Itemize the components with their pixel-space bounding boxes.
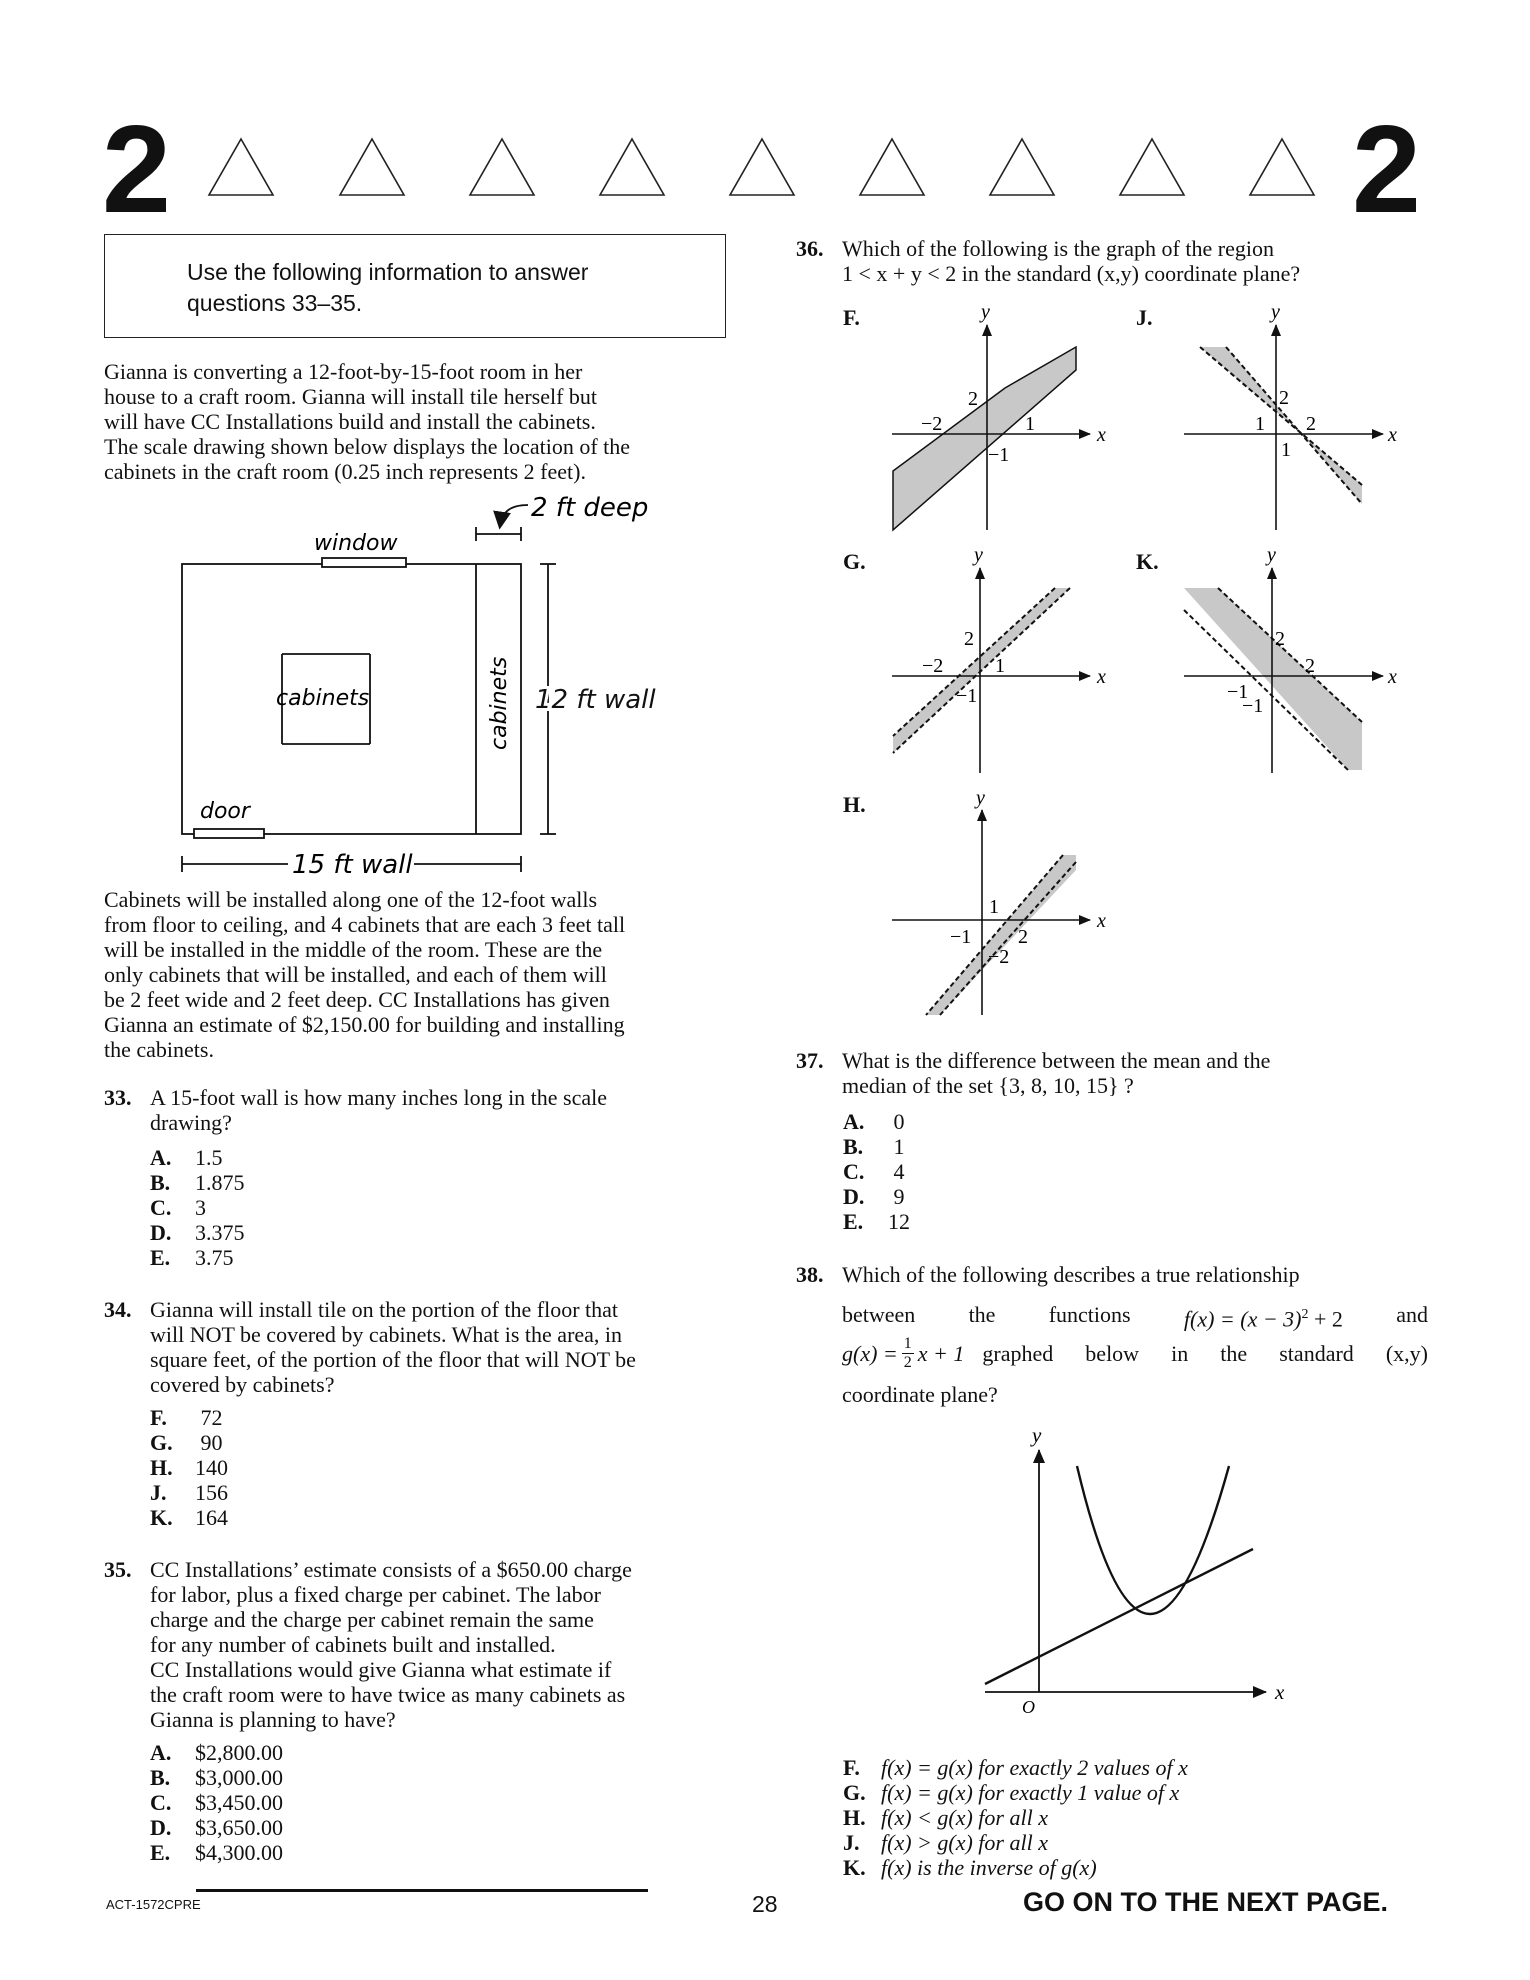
question-34-choices: [150, 1405, 228, 1530]
question-line: CC Installations would give Gianna what estimate if: [150, 1657, 612, 1682]
tick-label: −1: [1227, 681, 1249, 703]
passage-line: Cabinets will be installed along one of the 12-foot walls: [104, 887, 598, 912]
section-number-right: 2: [1352, 101, 1421, 239]
passage-line: will have CC Installations build and install the cabinets.: [104, 409, 596, 434]
triangle-icon: [858, 137, 926, 197]
graph-f: [892, 301, 1106, 530]
passage-line: will be installed in the middle of the room. These are the: [104, 937, 603, 962]
answer-choice[interactable]: B. 1: [843, 1134, 905, 1159]
info-box-line: Use the following information to answer: [187, 259, 589, 285]
question-line: will NOT be covered by cabinets. What is the area, in: [150, 1322, 623, 1347]
question-line: covered by cabinets?: [150, 1372, 335, 1397]
wall-12-label: 12 ft wall: [535, 685, 656, 715]
question-line: the craft room were to have twice as many cabinets as: [150, 1682, 626, 1707]
question-38-line4: coordinate plane?: [842, 1382, 998, 1407]
section-number-left: 2: [102, 101, 171, 239]
question-line: charge and the charge per cabinet remain the same: [150, 1607, 594, 1632]
question-line: for any number of cabinets built and installed.: [150, 1632, 556, 1657]
answer-choice[interactable]: A. 1.5: [150, 1145, 223, 1170]
y-axis-label: y: [976, 787, 985, 809]
footer-divider: [196, 1889, 648, 1892]
tick-label: 2: [1305, 655, 1315, 677]
tick-label: 2: [1018, 926, 1028, 948]
triangle-icon: [338, 137, 406, 197]
answer-choice[interactable]: E. 3.75: [150, 1245, 234, 1270]
tick-label: 2: [1275, 628, 1285, 650]
tick-label: −1: [988, 444, 1010, 466]
door-label: door: [200, 799, 250, 824]
answer-choice[interactable]: G. 90: [150, 1430, 223, 1455]
question-38-line1: Which of the following describes a true relationship: [842, 1262, 1300, 1287]
passage-intro: [104, 359, 726, 484]
passage-line: the cabinets.: [104, 1037, 214, 1062]
page-number: 28: [752, 1891, 778, 1917]
x-axis-label: x: [1388, 666, 1397, 688]
question-number: 35.: [104, 1557, 132, 1582]
question-34-text: [150, 1297, 726, 1397]
tick-label: 1: [1281, 439, 1291, 461]
option-label-k: K.: [1136, 549, 1159, 574]
question-37-choices: [843, 1109, 910, 1234]
question-line: What is the difference between the mean and the: [842, 1048, 1271, 1073]
passage-line: only cabinets that will be installed, and each of them will: [104, 962, 607, 987]
function-g-expression: x + 1: [917, 1340, 965, 1366]
parabola-f: [1077, 1466, 1229, 1614]
question-number: 36.: [796, 236, 824, 261]
tick-label: 1: [1255, 413, 1265, 435]
window-label: window: [314, 531, 398, 556]
option-label-f: F.: [843, 305, 860, 330]
tick-label: 2: [964, 628, 974, 650]
answer-choice[interactable]: H. 140: [150, 1455, 228, 1480]
tick-label: 2: [968, 388, 978, 410]
answer-choice[interactable]: K. f(x) is the inverse of g(x): [843, 1855, 1097, 1880]
tick-label: −1: [950, 926, 972, 948]
tick-label: −1: [956, 685, 978, 707]
wall-15-label: 15 ft wall: [292, 850, 413, 880]
question-line: Which of the following is the graph of the region: [842, 236, 1274, 261]
answer-choice[interactable]: J. f(x) > g(x) for all x: [843, 1830, 1048, 1855]
question-number: 34.: [104, 1297, 132, 1322]
y-axis-label: y: [1271, 301, 1280, 323]
question-word: functions: [1048, 1302, 1131, 1327]
function-f-definition: $f(x) = (x - 3)^2 + 2$: [1183, 1306, 1343, 1332]
line-g: [985, 1549, 1253, 1684]
triangle-icon: [988, 137, 1056, 197]
triangle-icon: [1118, 137, 1186, 197]
triangle-icon: [1248, 137, 1316, 197]
answer-choice[interactable]: E. 12: [843, 1209, 910, 1234]
tick-label: −1: [1242, 695, 1264, 717]
triangle-icon: [598, 137, 666, 197]
graph-k: [1184, 544, 1397, 773]
question-number: 37.: [796, 1048, 824, 1073]
tick-label: 1: [995, 655, 1005, 677]
passage-line: The scale drawing shown below displays the location of the: [104, 434, 631, 459]
question-line: graphed below in the standard (x,y): [982, 1340, 1428, 1366]
form-code: ACT-1572CPRE: [106, 1897, 201, 1912]
door-symbol: [194, 829, 264, 838]
graph-j: [1184, 301, 1397, 530]
center-cabinets-label: cabinets: [276, 686, 370, 711]
answer-choice[interactable]: D. 3.375: [150, 1220, 245, 1245]
answer-choice[interactable]: D. 9: [843, 1184, 905, 1209]
answer-choice[interactable]: H. f(x) < g(x) for all x: [843, 1805, 1048, 1830]
origin-label: O: [1022, 1697, 1035, 1717]
tick-label: 1: [989, 896, 999, 918]
depth-label: 2 ft deep: [531, 493, 649, 523]
graph-g: [892, 544, 1106, 773]
y-axis-label: y: [1267, 544, 1276, 566]
x-axis-label: x: [1097, 666, 1106, 688]
question-line: median of the set {3, 8, 10, 15} ?: [842, 1073, 1134, 1098]
passage-line: Gianna is converting a 12-foot-by-15-foot room in her: [104, 359, 583, 384]
answer-choice[interactable]: C. $3,450.00: [150, 1790, 283, 1815]
x-axis-label: x: [1097, 910, 1106, 932]
side-cabinets-label: cabinets: [487, 656, 512, 750]
go-on-notice: GO ON TO THE NEXT PAGE.: [1023, 1887, 1389, 1917]
triangle-icon: [207, 137, 275, 197]
triangle-icon: [468, 137, 536, 197]
answer-choice[interactable]: F. 72: [150, 1405, 223, 1430]
question-38-choices: [843, 1755, 1188, 1880]
tick-label: −2: [921, 413, 943, 435]
question-line: A 15-foot wall is how many inches long in the scale: [150, 1085, 608, 1110]
passage-line: be 2 feet wide and 2 feet deep. CC Installations has given: [104, 987, 610, 1012]
question-35-text: [150, 1557, 726, 1732]
option-label-j: J.: [1136, 305, 1153, 330]
question-33-text: [150, 1085, 726, 1135]
info-box-line: questions 33–35.: [187, 290, 363, 316]
tick-label: −2: [988, 946, 1010, 968]
fraction-denominator: 2: [903, 1353, 912, 1371]
question-number: 33.: [104, 1085, 132, 1110]
tick-label: −2: [922, 655, 944, 677]
passage-details: [104, 887, 726, 1062]
question-line: Gianna will install tile on the portion of the floor that: [150, 1297, 619, 1322]
question-36-text: [842, 236, 1428, 286]
question-line: Gianna is planning to have?: [150, 1707, 396, 1732]
question-38-line2: [842, 1302, 1428, 1331]
q36-graphs: [880, 300, 1397, 1030]
question-line: drawing?: [150, 1110, 232, 1135]
tick-label: 2: [1306, 413, 1316, 435]
answer-choice[interactable]: A. 0: [843, 1109, 905, 1134]
answer-choice[interactable]: J. 156: [150, 1480, 228, 1505]
question-line: 1 < x + y < 2 in the standard (x,y) coordinate plane?: [842, 261, 1301, 286]
floor-plan-figure: [170, 482, 690, 882]
question-word: between: [842, 1302, 916, 1327]
question-37-text: [842, 1048, 1428, 1098]
answer-choice[interactable]: B. 1.875: [150, 1170, 245, 1195]
question-line: CC Installations’ estimate consists of a $650.00 charge: [150, 1557, 632, 1582]
question-35-choices: [150, 1740, 283, 1865]
option-label-h: H.: [843, 792, 866, 817]
info-box: [104, 234, 726, 338]
question-38-line3: [842, 1330, 1428, 1376]
x-axis-label: x: [1388, 424, 1397, 446]
window-symbol: [322, 558, 406, 567]
option-label-g: G.: [843, 549, 866, 574]
fraction-numerator: 1: [903, 1334, 912, 1352]
answer-choice[interactable]: D. $3,650.00: [150, 1815, 283, 1840]
passage-line: cabinets in the craft room (0.25 inch represents 2 feet).: [104, 459, 586, 484]
answer-choice[interactable]: G. f(x) = g(x) for exactly 1 value of x: [843, 1780, 1180, 1805]
passage-line: from floor to ceiling, and 4 cabinets that are each 3 feet tall: [104, 912, 626, 937]
question-line: for labor, plus a fixed charge per cabinet. The labor: [150, 1582, 601, 1607]
question-33-choices: [150, 1145, 245, 1270]
answer-choice[interactable]: K. 164: [150, 1505, 228, 1530]
y-axis-label: y: [1032, 1423, 1042, 1447]
q38-graph: [970, 1418, 1290, 1718]
question-number: 38.: [796, 1262, 824, 1287]
answer-choice[interactable]: A. $2,800.00: [150, 1740, 283, 1765]
passage-line: Gianna an estimate of $2,150.00 for building and installing: [104, 1012, 625, 1037]
fraction: [902, 1335, 914, 1372]
tick-label: 1: [1025, 413, 1035, 435]
answer-choice[interactable]: B. $3,000.00: [150, 1765, 283, 1790]
answer-choice[interactable]: E. $4,300.00: [150, 1840, 283, 1865]
question-line: square feet, of the portion of the floor that will NOT be: [150, 1347, 636, 1372]
x-axis-label: x: [1097, 424, 1106, 446]
tick-label: 2: [1279, 387, 1289, 409]
y-axis-label: y: [974, 544, 983, 566]
function-g-label: g(x) =: [842, 1340, 898, 1366]
question-word: the: [968, 1302, 996, 1327]
answer-choice[interactable]: F. f(x) = g(x) for exactly 2 values of x: [843, 1755, 1188, 1780]
y-axis-label: y: [981, 301, 990, 323]
answer-choice[interactable]: C. 4: [843, 1159, 905, 1184]
answer-choice[interactable]: C. 3: [150, 1195, 206, 1220]
question-word: and: [1396, 1302, 1428, 1327]
triangle-icon: [728, 137, 796, 197]
graph-h: [892, 787, 1106, 1015]
x-axis-label: x: [1275, 1680, 1285, 1704]
passage-line: house to a craft room. Gianna will install tile herself but: [104, 384, 598, 409]
